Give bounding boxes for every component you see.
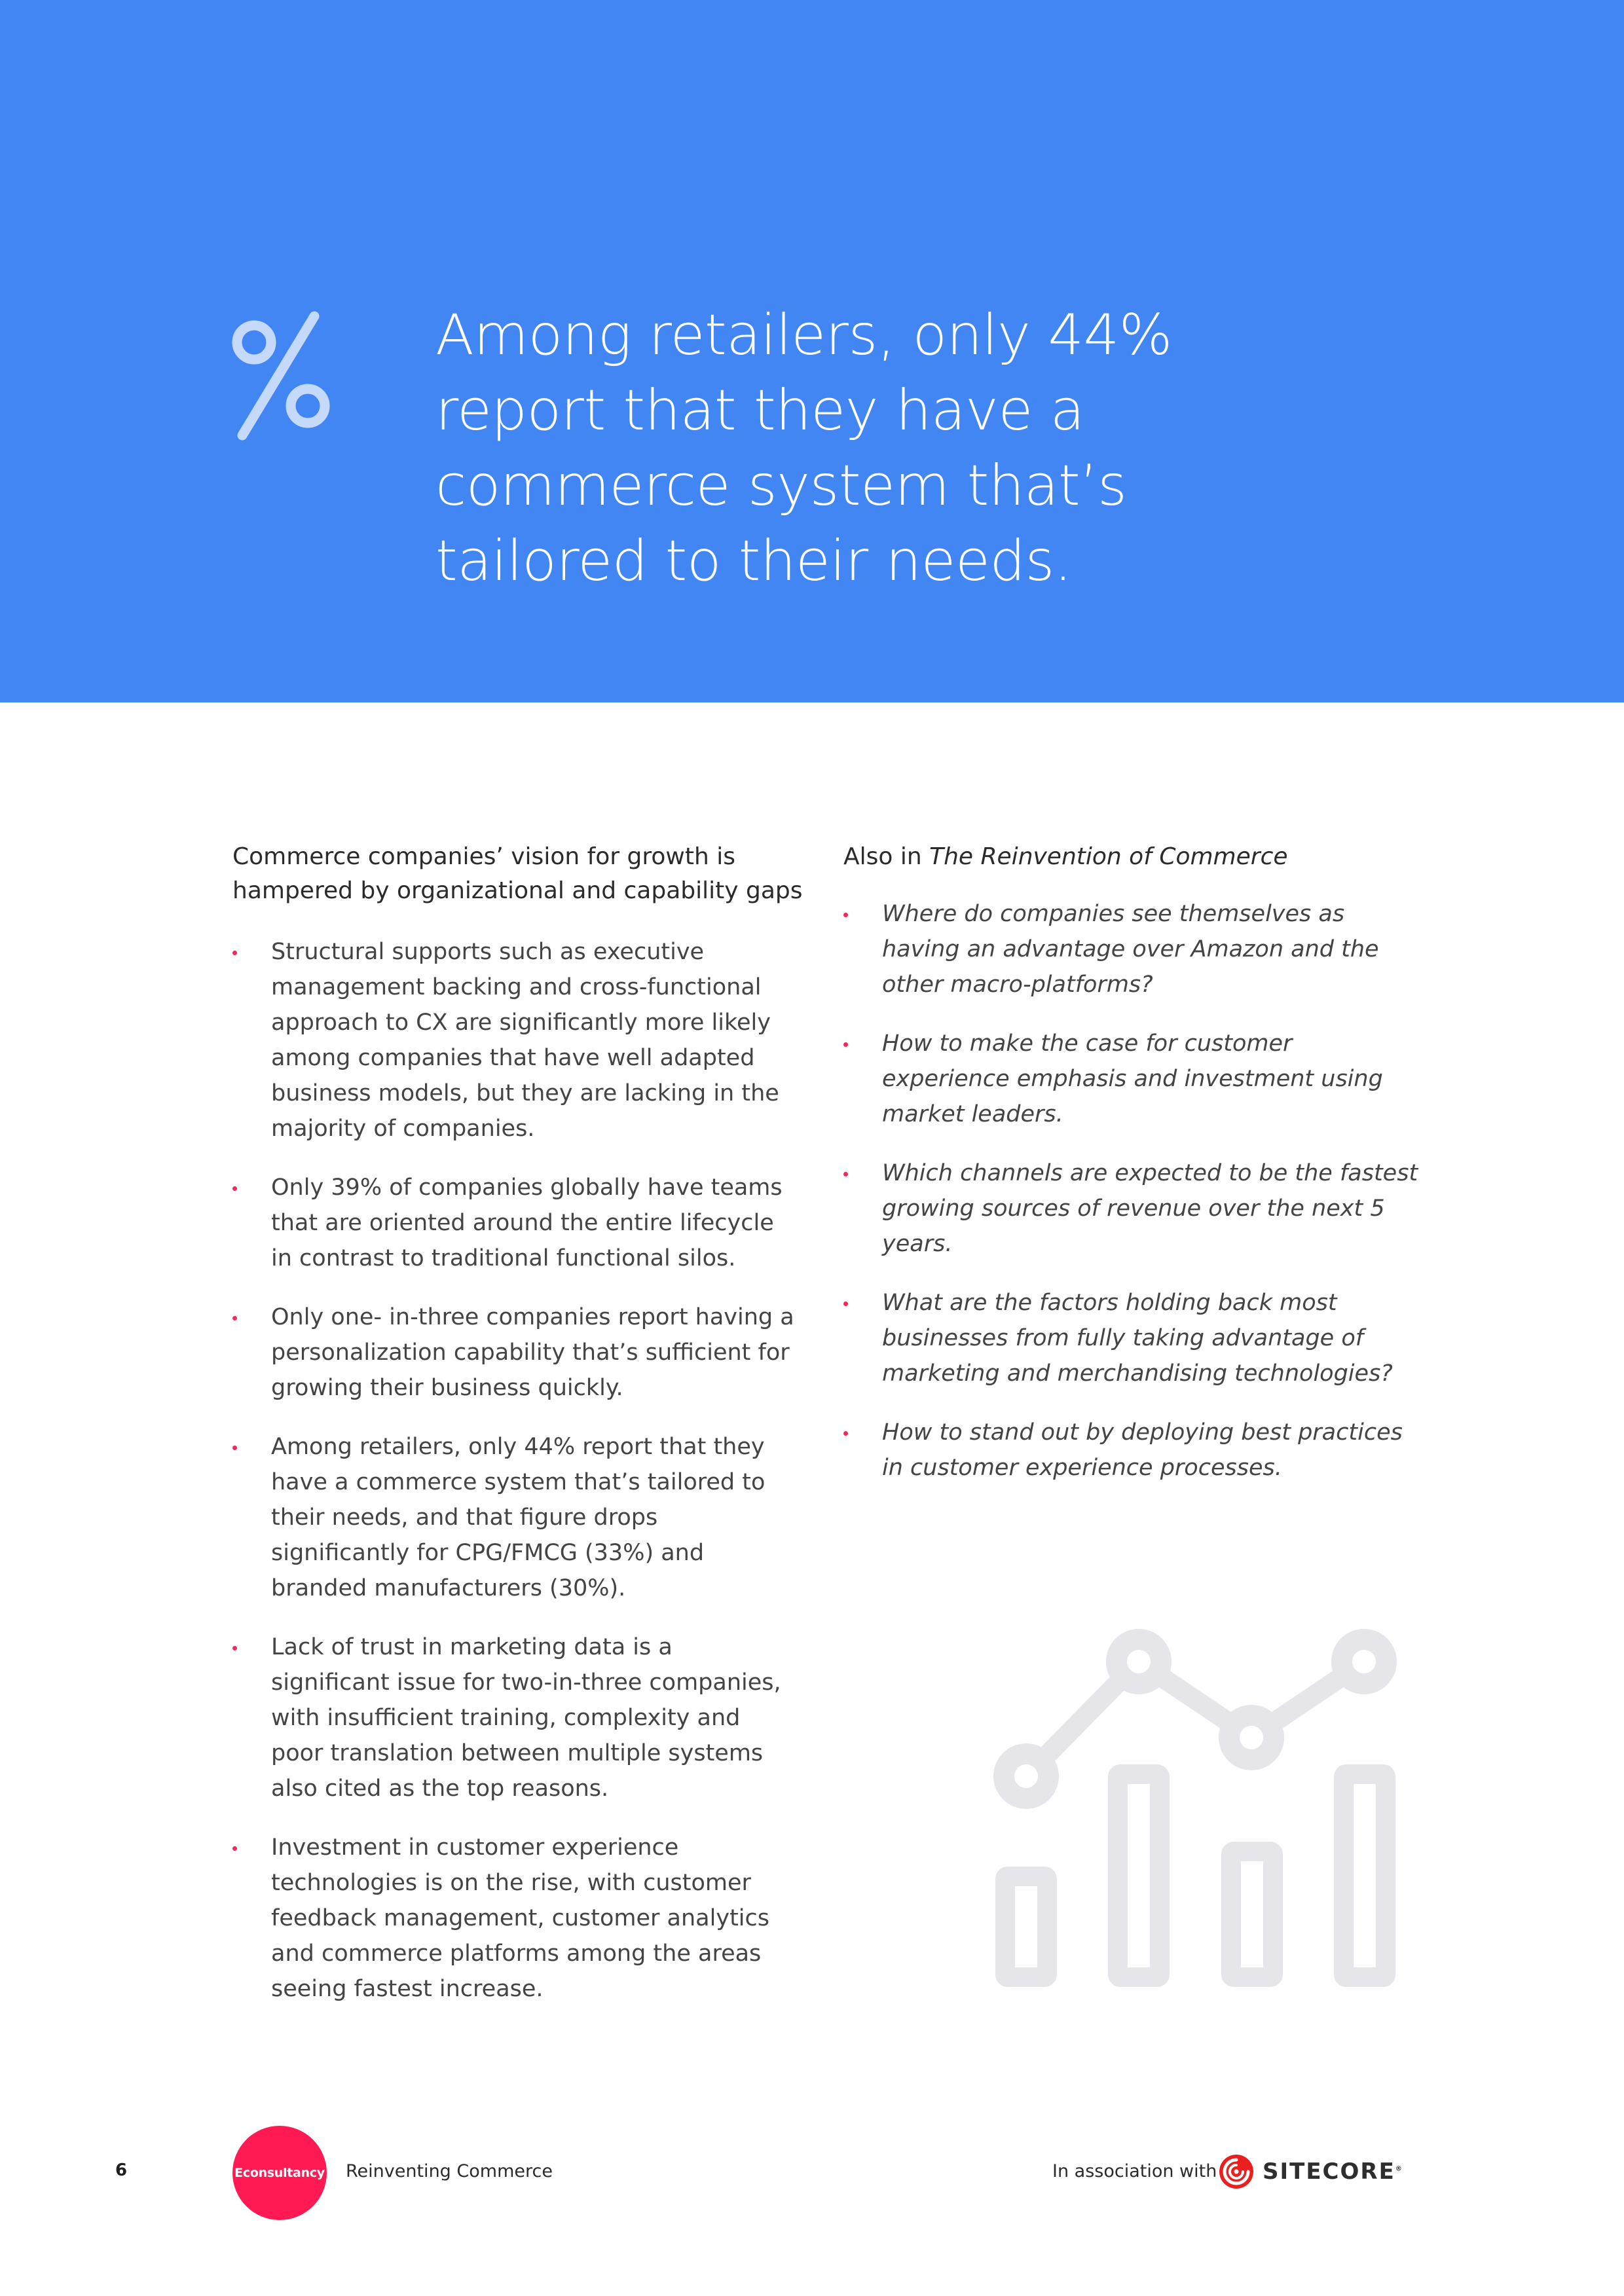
list-item-text: How to stand out by deploying best practices in customer experience processes. <box>882 1419 1403 1481</box>
partner-name: SITECORE <box>1263 2159 1395 2185</box>
heading-line: hampered by organizational and capability gaps <box>232 877 803 904</box>
hero-quote <box>435 298 1221 599</box>
bullet-dot-icon <box>232 1316 237 1321</box>
list-item <box>232 1830 795 2007</box>
bullet-dot-icon <box>232 1186 237 1191</box>
bullet-dot-icon <box>843 1431 848 1436</box>
list-item-text: Structural supports such as executive management backing and cross-functional approach to CX are significantly more likely among companies that have well adapted business models, but they are lacking in the majority of companies. <box>271 939 779 1142</box>
key-findings-list <box>232 934 822 2007</box>
footer-report-title: Reinventing Commerce <box>346 2161 553 2181</box>
list-item-text: Where do companies see themselves as having an advantage over Amazon and the other macro-platforms? <box>882 901 1379 998</box>
also-in-list <box>843 896 1433 1485</box>
list-item-text: Among retailers, only 44% report that they have a commerce system that’s tailored to their needs, and that figure drops significantly for CPG/FMCG (33%) and branded manufacturers (30%). <box>271 1434 766 1601</box>
list-item <box>843 1285 1419 1391</box>
list-item-text: Investment in customer experience technologies is on the rise, with customer feedback management, customer analytics and commerce platforms among the areas seeing fastest increase. <box>271 1834 769 2002</box>
list-item <box>232 934 795 1146</box>
also-in-heading <box>843 840 1433 874</box>
bullet-dot-icon <box>843 913 848 917</box>
list-item <box>843 1415 1419 1485</box>
bullet-dot-icon <box>843 1042 848 1047</box>
key-findings-heading <box>232 840 822 908</box>
list-item <box>232 1429 795 1606</box>
hero-quote-line: commerce system that’s <box>435 453 1127 519</box>
hero-quote-line: report that they have a <box>435 378 1084 443</box>
bullet-dot-icon <box>232 951 237 955</box>
page-number: 6 <box>115 2160 128 2180</box>
percent-icon <box>223 311 341 442</box>
key-findings-column <box>232 840 822 2030</box>
list-item <box>843 1156 1419 1262</box>
list-item <box>232 1170 795 1276</box>
also-in-prefix: Also in <box>843 843 930 870</box>
bullet-dot-icon <box>232 1646 237 1650</box>
also-in-column <box>843 840 1433 1509</box>
list-item <box>232 1300 795 1406</box>
list-item-text: Only one- in-three companies report having a personalization capability that’s sufficient for growing their business quickly. <box>271 1304 794 1401</box>
list-item <box>843 1026 1419 1132</box>
list-item-text: Only 39% of companies globally have teams that are oriented around the entire lifecycle in contrast to traditional functional silos. <box>271 1175 783 1271</box>
report-title-italic: The Reinvention of Commerce <box>929 843 1288 870</box>
association-text: In association with <box>1052 2161 1217 2181</box>
heading-line: Commerce companies’ vision for growth is <box>232 843 736 870</box>
sitecore-logo <box>1218 2152 1402 2191</box>
list-item-text: Lack of trust in marketing data is a significant issue for two-in-three companies, with insufficient training, complexity and poor translation between multiple systems also cited as the top reasons. <box>271 1634 781 1802</box>
bullet-dot-icon <box>843 1172 848 1176</box>
registered-mark: ® <box>1395 2165 1402 2173</box>
sitecore-wordmark <box>1263 2159 1402 2185</box>
bullet-dot-icon <box>232 1846 237 1851</box>
list-item-text: What are the factors holding back most businesses from fully taking advantage of marketing and merchandising technologies? <box>882 1290 1393 1387</box>
brand-name: Econsultancy <box>234 2166 325 2180</box>
list-item <box>843 896 1419 1002</box>
bullet-dot-icon <box>843 1302 848 1306</box>
hero-quote-line: tailored to their needs. <box>435 528 1072 594</box>
list-item-text: How to make the case for customer experience emphasis and investment using market leaders. <box>882 1030 1383 1127</box>
bullet-dot-icon <box>232 1446 237 1450</box>
list-item-text: Which channels are expected to be the fastest growing sources of revenue over the next 5 years. <box>882 1160 1418 1257</box>
hero-quote-line: Among retailers, only 44% <box>435 302 1172 368</box>
bar-line-chart-icon <box>986 1617 1398 1997</box>
sitecore-swirl-icon <box>1218 2153 1255 2190</box>
hero-banner <box>0 0 1624 702</box>
list-item <box>232 1630 795 1806</box>
econsultancy-logo <box>232 2126 327 2220</box>
